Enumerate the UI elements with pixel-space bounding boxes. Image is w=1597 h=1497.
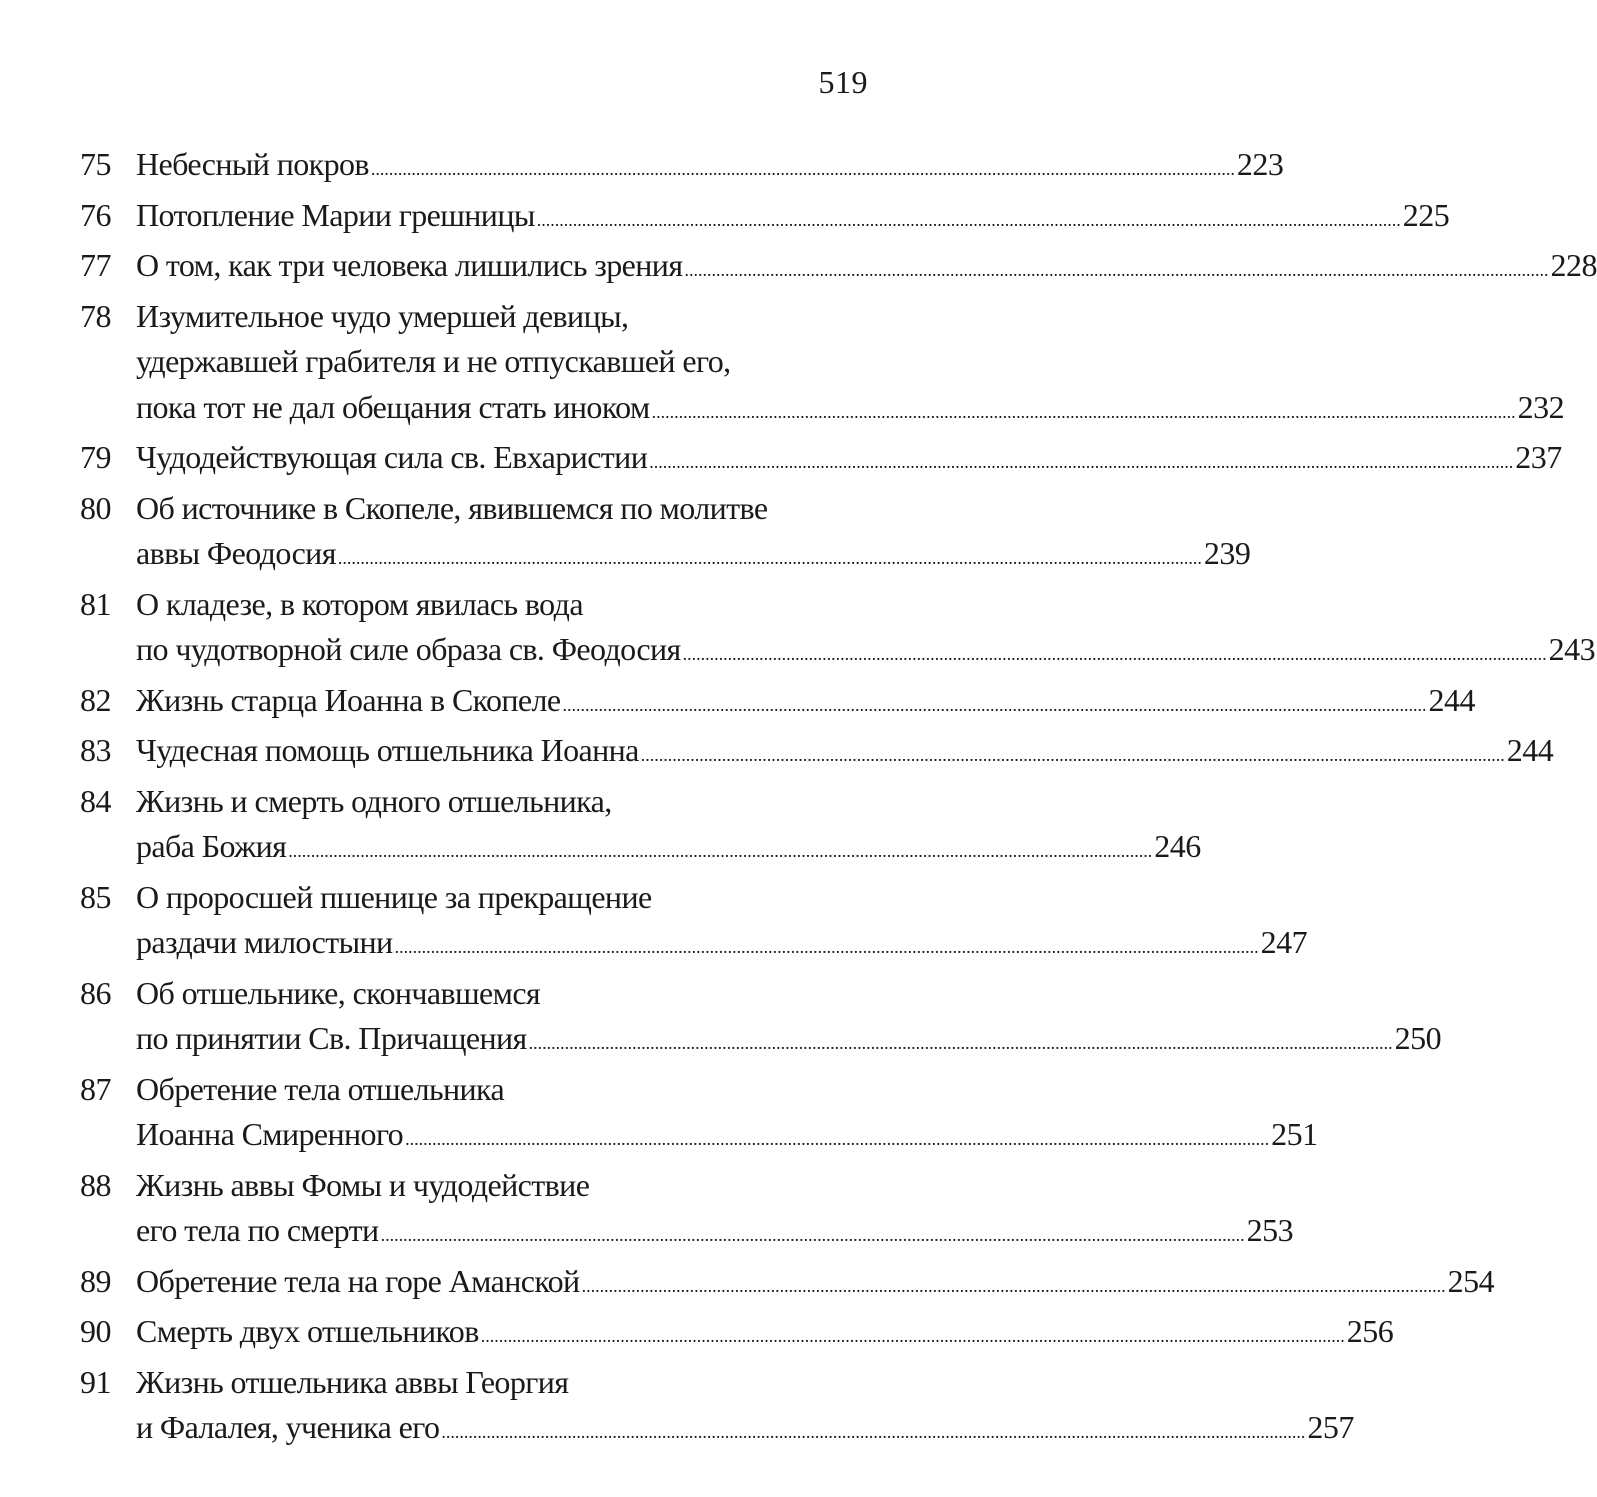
entry-title [136,971,1441,1067]
entry-title [136,294,1564,436]
entry-title-line [136,779,1201,825]
toc-entry [80,875,1308,971]
dot-leader [641,733,1505,779]
entry-title-line [136,1208,1293,1259]
table-of-contents [80,142,1597,1456]
entry-title-text: Изумительное чудо умершей девицы, [136,297,629,334]
entry-title-text: раба Божия [136,828,287,864]
entry-title-text: Об источнике в Скопеле, явившемся по молитве [136,489,768,526]
dot-leader [481,1314,1345,1360]
page-number: 519 [818,64,868,100]
entry-number: 82 [80,681,111,718]
entry-page-number: 225 [1402,196,1450,233]
entry-title-line [136,1163,1293,1209]
entry-number: 77 [80,247,111,283]
entry-number: 81 [80,585,111,622]
dot-leader [395,925,1259,971]
dot-leader [405,1117,1269,1163]
toc-entry [80,1259,1495,1310]
entry-title [136,1163,1293,1259]
entry-title-text: и Фалалея, ученика его [136,1409,440,1445]
entry-title-line [136,728,1553,779]
toc-entry [80,243,1597,294]
entry-title-line [136,435,1562,486]
entry-page-number: 256 [1346,1313,1394,1349]
entry-title [136,193,1449,244]
entry-title-text: Жизнь аввы Фомы и чудодействие [136,1166,590,1203]
entry-title-line [136,1360,1354,1406]
entry-title-line [136,294,1564,340]
entry-title [136,678,1475,729]
entry-title-line [136,678,1475,729]
entry-title-line [136,1067,1318,1113]
toc-entry [80,294,1565,436]
entry-number: 75 [80,146,111,182]
entry-title-text: Иоанна Смиренного [136,1116,404,1152]
entry-number: 89 [80,1262,111,1299]
entry-title-text: по принятии Св. Причащения [136,1020,527,1056]
entry-title-line [136,1016,1441,1067]
entry-title-text: Обретение тела отшельника [136,1070,505,1107]
entry-title-text: Обретение тела на горе Аманской [136,1262,580,1299]
entry-title-text: Жизнь отшельника аввы Георгия [136,1363,569,1400]
entry-title-line [136,1259,1494,1310]
toc-entry [80,1163,1294,1259]
toc-entry [80,1309,1394,1360]
entry-title-line [136,339,1564,385]
entry-title-text: Небесный покров [136,146,369,182]
entry-title [136,142,1283,193]
entry-title-line [136,971,1441,1017]
entry-page-number: 246 [1154,828,1201,864]
toc-entry [80,678,1476,729]
entry-number: 79 [80,439,111,475]
entry-title-text: О проросшей пшенице за прекращение [136,878,652,915]
entry-page-number: 239 [1203,535,1251,571]
entry-title [136,728,1553,779]
entry-title-text: Чудодействующая сила св. Евхаристии [136,439,648,475]
entry-page-number: 237 [1515,439,1562,475]
entry-title [136,1360,1354,1456]
dot-leader [371,147,1235,193]
entry-title-text: Смерть двух отшельников [136,1313,479,1349]
entry-title-line [136,627,1595,678]
entry-title-text: его тела по смерти [136,1212,379,1248]
entry-number: 78 [80,297,111,334]
entry-title-text: О том, как три человека лишились зрения [136,247,683,283]
entry-title-text: Чудесная помощь отшельника Иоанна [136,732,639,768]
toc-entry [80,971,1442,1067]
entry-title [136,1259,1494,1310]
entry-title-text: аввы Феодосия [136,535,336,571]
entry-number: 90 [80,1313,111,1349]
entry-title-line [136,385,1564,436]
entry-title-line [136,243,1597,294]
entry-title-line [136,1405,1354,1456]
entry-number: 83 [80,732,111,768]
dot-leader [288,829,1152,875]
entry-title [136,779,1201,875]
entry-number: 87 [80,1070,111,1107]
entry-page-number: 251 [1271,1116,1318,1152]
entry-title-text: Жизнь и смерть одного отшельника, [136,782,612,819]
dot-leader [381,1213,1245,1259]
dot-leader [537,198,1401,244]
entry-title-text: пока тот не дал обещания стать иноком [136,388,650,425]
entry-title [136,1309,1393,1360]
entry-number: 85 [80,878,111,915]
entry-page-number: 250 [1394,1020,1442,1056]
toc-entry [80,582,1596,678]
toc-entry [80,1360,1354,1456]
entry-page-number: 223 [1236,146,1284,182]
entry-number: 84 [80,782,111,819]
entry-number: 86 [80,974,111,1011]
dot-leader [582,1264,1446,1310]
entry-title-text: Жизнь старца Иоанна в Скопеле [136,681,561,718]
entry-title-line [136,193,1449,244]
dot-leader [649,440,1513,486]
entry-title-line [136,920,1307,971]
entry-title-line [136,824,1201,875]
entry-page-number: 254 [1447,1262,1495,1299]
entry-title-line [136,142,1283,193]
entry-number: 80 [80,489,111,526]
dot-leader [441,1410,1305,1456]
entry-page-number: 228 [1550,247,1597,283]
toc-entry [80,193,1450,244]
entry-page-number: 232 [1517,388,1565,425]
entry-title-text: Об отшельнике, скончавшемся [136,974,541,1011]
toc-entry [80,486,1251,582]
entry-title-text: Потопление Марии грешницы [136,196,535,233]
toc-entry [80,1067,1318,1163]
entry-title-line [136,1309,1393,1360]
toc-entry [80,728,1554,779]
dot-leader [652,390,1516,436]
dot-leader [683,632,1547,678]
entry-title [136,435,1562,486]
entry-title-line [136,582,1595,628]
entry-title-line [136,1112,1318,1163]
entry-page-number: 244 [1428,681,1476,718]
entry-title-text: раздачи милостыни [136,924,393,960]
entry-page-number: 253 [1246,1212,1294,1248]
dot-leader [338,536,1202,582]
entry-title-line [136,486,1250,532]
dot-leader [563,683,1427,729]
entry-number: 91 [80,1363,111,1400]
entry-title [136,486,1250,582]
entry-title-line [136,531,1250,582]
entry-title-text: О кладезе, в котором явилась вода [136,585,583,622]
dot-leader [684,248,1548,294]
dot-leader [529,1021,1393,1067]
entry-title [136,875,1307,971]
entry-page-number: 243 [1548,631,1596,667]
entry-title [136,582,1595,678]
entry-number: 76 [80,196,111,233]
entry-title [136,1067,1318,1163]
entry-title-text: по чудотворной силе образа св. Феодосия [136,631,681,667]
entry-page-number: 247 [1260,924,1308,960]
entry-page-number: 244 [1506,732,1554,768]
entry-page-number: 257 [1307,1409,1354,1445]
entry-title [136,243,1597,294]
toc-entry [80,779,1201,875]
entry-number: 88 [80,1166,111,1203]
entry-title-text: удержавшей грабителя и не отпускавшей его, [136,343,731,379]
toc-entry [80,142,1284,193]
entry-title-line [136,875,1307,921]
toc-entry [80,435,1562,486]
